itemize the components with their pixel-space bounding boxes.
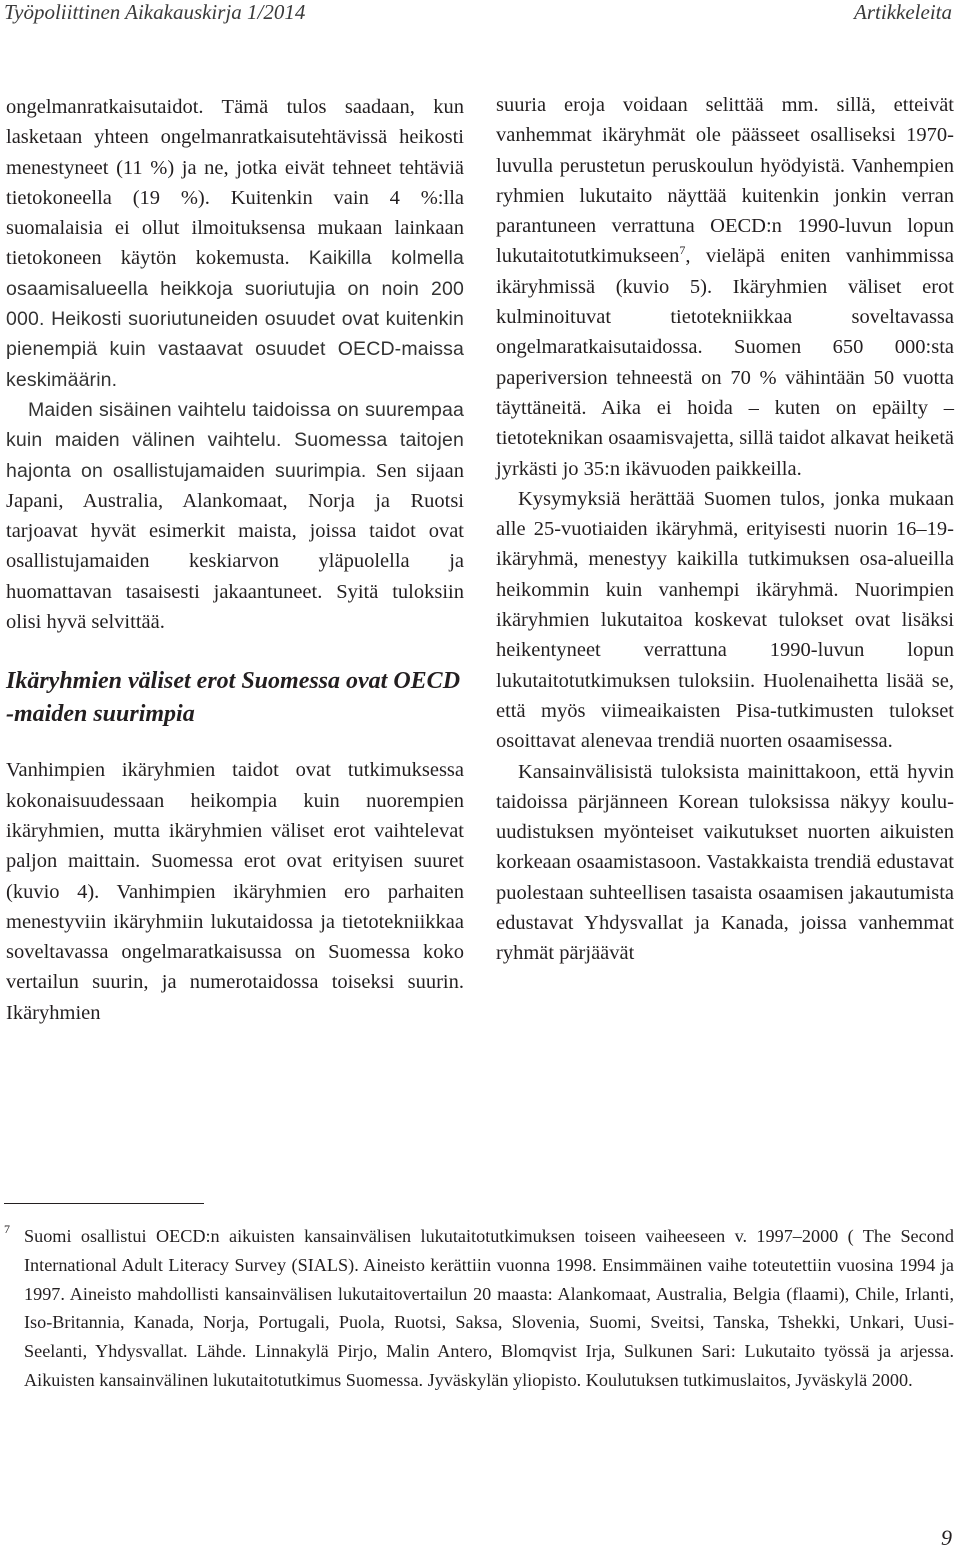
paragraph <box>6 395 464 637</box>
paragraph: Kansainvälisistä tuloksista mainittakoon, että hyvin taidoissa pärjänneen Korean tuloksissa näkyy koulu-uudistuksen myönteiset vaikutukset nuorten aikuisten korkeaan osaamistasoon. Vastakkaista trendiä edustavat puolestaan suhteellisen tasaista osaamisen jakautumista edustavat Yhdysvallat ja Kanada, joissa vanhemmat ryhmät pärjäävät <box>496 760 954 965</box>
section-heading: Ikäryhmien väliset erot Suomessa ovat OECD -maiden suurimpia <box>6 668 461 728</box>
highlighted-text: Kaikilla kolmella osaamisalueella heikkoja suoriutujia on noin 200 000. Heikosti suoriutuneiden osuudet ovat kuitenkin pienempiä kuin vastaavat osuudet OECD-maissa keskimäärin. <box>6 247 464 391</box>
footnote-text: Suomi osallistui OECD:n aikuisten kansainvälisen lukutaitotutkimuksen toiseen vaiheeseen v. 1997–2000 ( The Second International Adult Literacy Survey (SIALS). Aineisto kerättiin vuonna 1998. Ensimmäinen vaihe toteutettiin vuosina 1994 ja 1997. Aineisto mahdollisti kansainvälisen lukutaitovertailun 20 maasta: Alankomaat, Australia, Belgia (flaami), Chile, Irlanti, Iso-Britannia, Kanada, Norja, Portugali, Puola, Ruotsi, Saksa, Slovenia, Suomi, Sveitsi, Tanska, Tshekki, Unkari, Uusi-Seelanti, Yhdysvallat. Lähde. Linnakylä Pirjo, Malin Antero, Blomqvist Irja, Sulkunen Sari: Lukutaito työssä ja arjessa. Aikuisten kansainvälinen lukutaitotutkimus Suomessa. Jyväskylän yliopisto. Koulutuksen tutkimuslaitos, Jyväskylä 2000. <box>24 1226 954 1390</box>
running-header <box>0 0 960 28</box>
right-column <box>496 90 954 969</box>
paragraph-text: Sen sijaan Japani, Australia, Alankomaat, Norja ja Ruotsi tarjoavat hyvät esimerkit maista, joissa taidot ovat osallistujamaiden keskiarvon yläpuolella ja huomattavan tasaisesti jakaantuneet. Syitä tuloksiin olisi hyvä selvittää. <box>6 459 464 634</box>
journal-title: Työpoliittinen Aikakauskirja 1/2014 <box>4 0 306 24</box>
footnote-number: 7 <box>4 1222 10 1236</box>
paragraph: Kysymyksiä herättää Suomen tulos, jonka mukaan alle 25-vuotiaiden ikäryhmä, erityisesti nuorin 16–19-ikäryhmä, menestyy kaikilla tutkimuksen osa-alueilla heikommin kuin vanhempi ikäryhmä. Nuorimpien ikäryhmien lukutaitoa koskevat tulokset ovat lisäksi heikentyneet verrattuna 1990-luvun lopun lukutaitotutkimuksen tuloksiin. Huolenaihetta lisää se, että myös viimeaikaisten Pisa-tutkimusten tulokset osoittavat alenevaa trendiä nuorten osaamisessa. <box>496 487 954 753</box>
left-column <box>6 92 464 1028</box>
section-label: Artikkeleita <box>854 0 952 24</box>
page-number: 9 <box>941 1525 952 1550</box>
paragraph: Vanhimpien ikäryhmien taidot ovat tutkimuksessa kokonaisuudessaan heikompia kuin nuorempien ikäryhmien, mutta ikäryhmien väliset erot vaihtelevat paljon maittain. Suomessa erot ovat erityisen suuret (kuvio 4). Vanhimpien ikäryhmien ero parhaiten menestyviin ikäryhmiin lukutaidossa ja tietotekniikkaa soveltavassa ongelmaratkaisussa on Suomessa koko vertailun suurin, ja numerotaidossa toiseksi suurin. Ikäryhmien <box>6 759 464 1024</box>
footnote-divider <box>4 1203 204 1204</box>
paragraph <box>6 92 464 395</box>
paragraph-text: ongelmanratkaisutaidot. Tämä tulos saadaan, kun lasketaan yhteen ongelmanratkaisutehtävissä heikosti menestyneet (11 %) ja ne, jotka eivät tehneet tehtäviä tietokoneella (19 %). Kuitenkin vain 4 %:lla suomalaisia ei ollut ilmoituksensa mukaan lainkaan tietokoneen käytön kokemusta. <box>6 96 464 270</box>
paragraph <box>496 90 954 484</box>
paragraph-text: suuria eroja voidaan selittää mm. sillä, etteivät vanhemmat ikäryhmät ole päässeet osalliseksi 1970-luvulla perustetun peruskoulun hyödyistä. Vanhempien ryhmien lukutaito näyttää kuitenkin jonkin verran parantuneen verrattuna OECD:n 1990-luvun lopun lukutaitotutkimukseen <box>496 94 954 268</box>
paragraph-text: , vieläpä eniten vanhimmissa ikäryhmissä (kuvio 5). Ikäryhmien väliset erot kulminoituvat tietotekniikkaa soveltavassa ongelmaratkaisutaidossa. Suomen 650 000:sta paperiversion tehneestä on 70 % vähintään 50 vuotta täyttäneitä. Aika ei hoida – kuten on epäilty – tietoteknikan osaamisvajetta, sillä taidot alkavat heiketä jyrkästi jo 35:n ikävuoden paikkeilla. <box>496 245 954 480</box>
highlighted-text: Maiden sisäinen vaihtelu taidoissa on suurempaa kuin maiden välinen vaihtelu. Suomessa taitojen hajonta on osallistujamaiden suurimpia. <box>6 398 464 482</box>
footnote-reference[interactable]: 7 <box>679 243 686 258</box>
